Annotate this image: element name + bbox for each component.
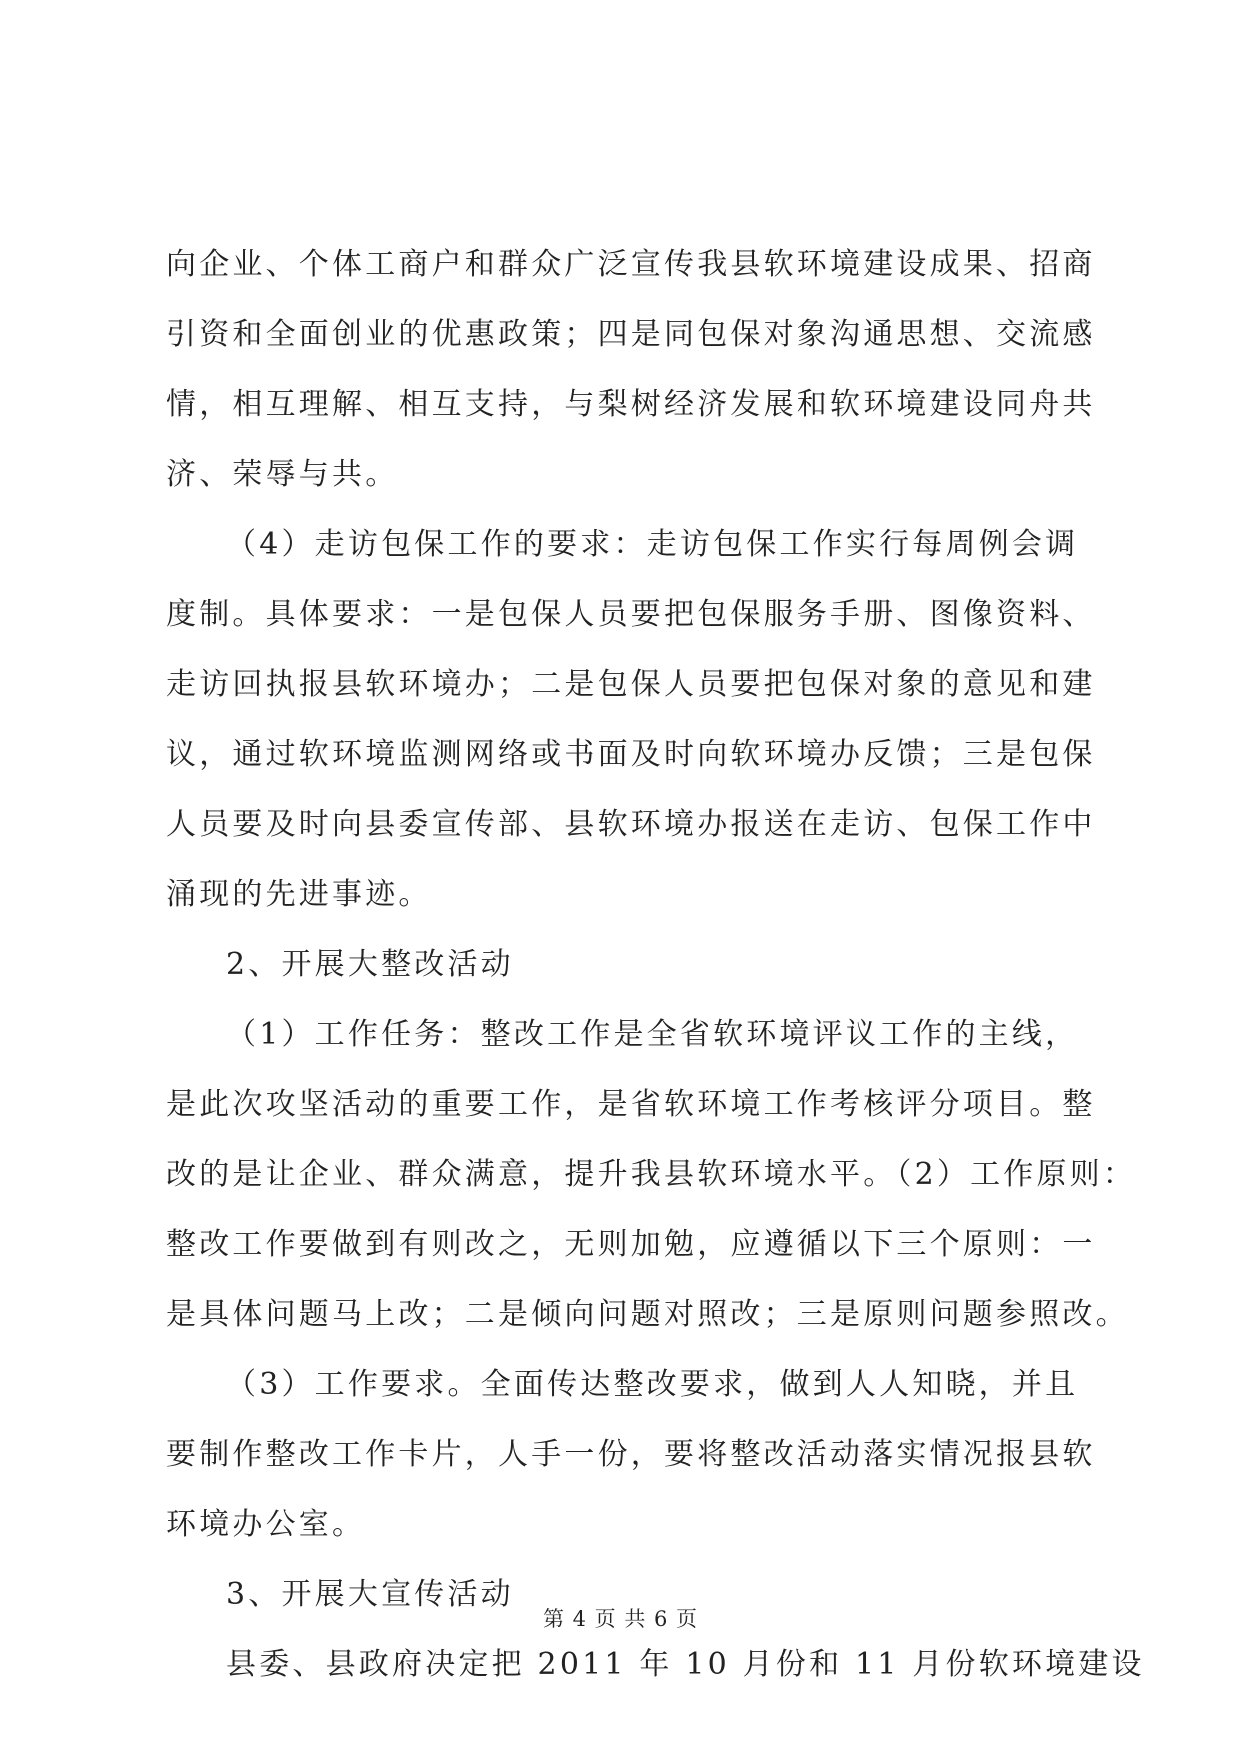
paragraph-line: 是具体问题马上改；二是倾向问题对照改；三是原则问题参照改。 (166, 1297, 1129, 1332)
paragraph-line: 人员要及时向县委宣传部、县软环境办报送在走访、包保工作中 (166, 807, 1096, 842)
paragraph-line: 是此次攻坚活动的重要工作，是省软环境工作考核评分项目。整 (166, 1087, 1096, 1122)
section-heading: 2、开展大整改活动 (226, 947, 514, 982)
page-number-footer: 第 4 页 共 6 页 (542, 1607, 699, 1631)
paragraph-line: 情，相互理解、相互支持，与梨树经济发展和软环境建设同舟共 (166, 387, 1096, 422)
paragraph-line: 涌现的先进事迹。 (166, 877, 432, 912)
paragraph-line: 议，通过软环境监测网络或书面及时向软环境办反馈；三是包保 (166, 737, 1096, 772)
paragraph-line: 走访回执报县软环境办；二是包保人员要把包保对象的意见和建 (166, 667, 1096, 702)
paragraph-line: 济、荣辱与共。 (166, 457, 399, 492)
paragraph-line: （4）走访包保工作的要求：走访包保工作实行每周例会调 (226, 527, 1079, 562)
paragraph-line: （1）工作任务：整改工作是全省软环境评议工作的主线， (226, 1017, 1079, 1052)
paragraph-line: 要制作整改工作卡片，人手一份，要将整改活动落实情况报县软 (166, 1437, 1096, 1472)
paragraph-line: 引资和全面创业的优惠政策；四是同包保对象沟通思想、交流感 (166, 317, 1096, 352)
section-heading: 3、开展大宣传活动 (226, 1577, 514, 1612)
paragraph-line: 县委、县政府决定把 2011 年 10 月份和 11 月份软环境建设 (226, 1647, 1145, 1682)
document-body (166, 230, 1145, 1700)
paragraph-line: 向企业、个体工商户和群众广泛宣传我县软环境建设成果、招商 (166, 247, 1096, 282)
paragraph-line: 整改工作要做到有则改之，无则加勉，应遵循以下三个原则：一 (166, 1227, 1096, 1262)
paragraph-line: （3）工作要求。全面传达整改要求，做到人人知晓，并且 (226, 1367, 1079, 1402)
paragraph-line: 度制。具体要求：一是包保人员要把包保服务手册、图像资料、 (166, 597, 1096, 632)
paragraph-line: 环境办公室。 (166, 1507, 366, 1542)
paragraph-line: 改的是让企业、群众满意，提升我县软环境水平。（2）工作原则： (166, 1157, 1137, 1192)
